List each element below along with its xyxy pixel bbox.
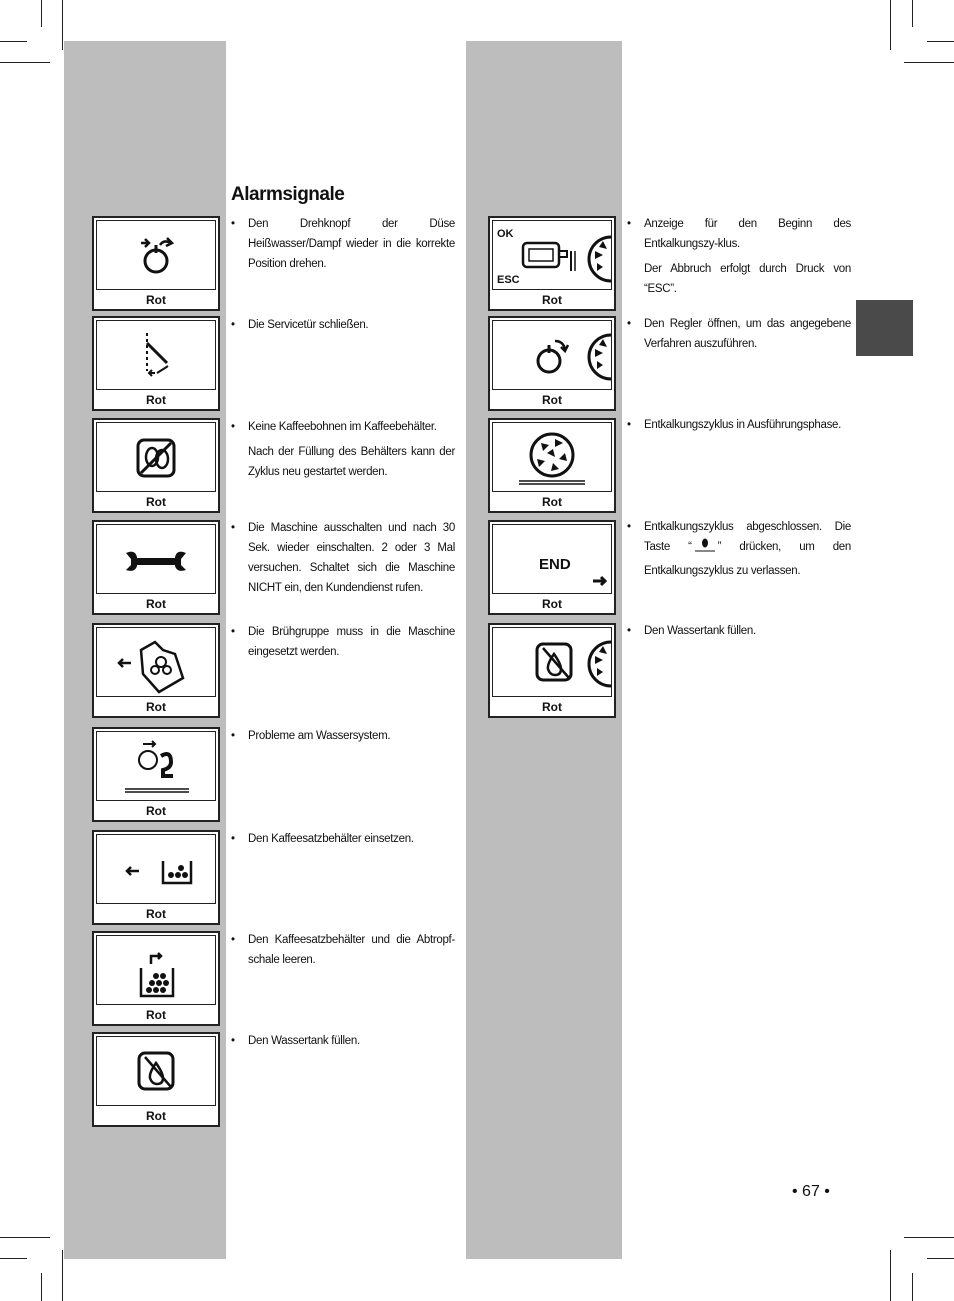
alarm-panel-wrench (92, 520, 220, 615)
panel-label: Rot (146, 1008, 166, 1022)
panel-label: Rot (542, 293, 562, 307)
alarm-panel-descale-progress (488, 418, 616, 513)
panel-label: Rot (542, 597, 562, 611)
no-coffee-beans-icon (97, 423, 215, 491)
alarm-panel-no-beans (92, 418, 220, 513)
alarm-panel-knob (92, 216, 220, 311)
alarm-text-descale-end: • Entkalkungszyklus abgeschlossen. Die Taste “ ” drücken, um den Entkalkungszyklus zu verlassen. (627, 521, 851, 577)
wrench-icon (97, 525, 215, 593)
alarm-panel-open-knob (488, 316, 616, 411)
panel-label: Rot (146, 1109, 166, 1123)
ok-label: OK (497, 228, 514, 240)
panel-label: Rot (542, 700, 562, 714)
panel-label: Rot (146, 597, 166, 611)
descaling-end-icon (493, 525, 611, 593)
esc-label: ESC (497, 274, 520, 286)
alarm-panel-insert-grounds (92, 830, 220, 925)
panel-label: Rot (146, 293, 166, 307)
panel-label: Rot (146, 907, 166, 921)
open-knob-descale-icon (493, 321, 611, 389)
alarm-panel-water-tank (92, 1032, 220, 1127)
fill-water-tank-icon (97, 1037, 215, 1105)
alarm-text-empty-grounds: • Den Kaffeesatzbehälter und die Abtropf-schale leeren. (231, 934, 455, 966)
panel-label: Rot (146, 700, 166, 714)
page-title: Alarmsignale (231, 184, 345, 205)
water-circuit-icon (97, 732, 215, 800)
panel-label: Rot (146, 495, 166, 509)
alarm-text-open-knob: • Den Regler öffnen, um das angegebene Verfahren auszuführen. (627, 318, 851, 350)
alarm-panel-water-circuit (92, 727, 220, 822)
alarm-text-insert-grounds: • Den Kaffeesatzbehälter einsetzen. (231, 833, 414, 845)
page-number: • 67 • (792, 1183, 830, 1200)
alarm-text-water-tank: • Den Wassertank füllen. (231, 1035, 360, 1047)
panel-label: Rot (146, 804, 166, 818)
end-label: END (539, 556, 571, 573)
fill-water-tank-descale-icon (493, 628, 611, 696)
alarm-text-service-door: • Die Servicetür schließen. (231, 319, 369, 331)
panel-label: Rot (542, 495, 562, 509)
alarm-text-descale-start: • Anzeige für den Beginn des Entkalkungszy-klus. Der Abbruch erfolgt durch Druck von “ESC”. (627, 218, 851, 295)
alarm-text-descale-progress: • Entkalkungszyklus in Ausführungsphase. (627, 419, 842, 431)
alarm-panel-service-door (92, 316, 220, 411)
alarm-panel-water-tank-descale (488, 623, 616, 718)
knob-rotate-icon (97, 221, 215, 289)
descaling-start-icon (493, 221, 611, 289)
alarm-panel-brew-group (92, 623, 220, 718)
insert-grounds-container-icon (97, 835, 215, 903)
service-door-open-icon (97, 321, 215, 389)
panel-label: Rot (542, 393, 562, 407)
alarm-panel-descale-start (488, 216, 616, 311)
empty-grounds-container-icon (97, 936, 215, 1004)
alarm-text-water-circuit: • Probleme am Wassersystem. (231, 730, 391, 742)
alarm-panel-empty-grounds (92, 931, 220, 1026)
alarm-text-water-tank-descale: • Den Wassertank füllen. (627, 625, 756, 637)
alarm-panel-descale-end (488, 520, 616, 615)
coffee-button-icon (693, 538, 717, 561)
alarm-text-wrench: • Die Maschine ausschalten und nach 30 Sek. wieder einschalten. 2 oder 3 Mal versuchen. Schaltet sich die Maschine NICHT ein, den Kundendienst rufen. (231, 522, 455, 594)
brew-group-icon (97, 628, 215, 696)
alarm-text-brew-group: • Die Brühgruppe muss in die Maschine eingesetzt werden. (231, 626, 455, 658)
chapter-tab (856, 300, 913, 356)
descaling-progress-icon (493, 423, 611, 491)
panel-label: Rot (146, 393, 166, 407)
alarm-text-no-beans: • Keine Kaffeebohnen im Kaffeebehälter. Nach der Füllung des Behälters kann der Zyklus neu gestartet werden. (231, 421, 455, 478)
alarm-text-knob: • Den Drehknopf der Düse Heißwasser/Dampf wieder in die korrekte Position drehen. (231, 218, 455, 270)
